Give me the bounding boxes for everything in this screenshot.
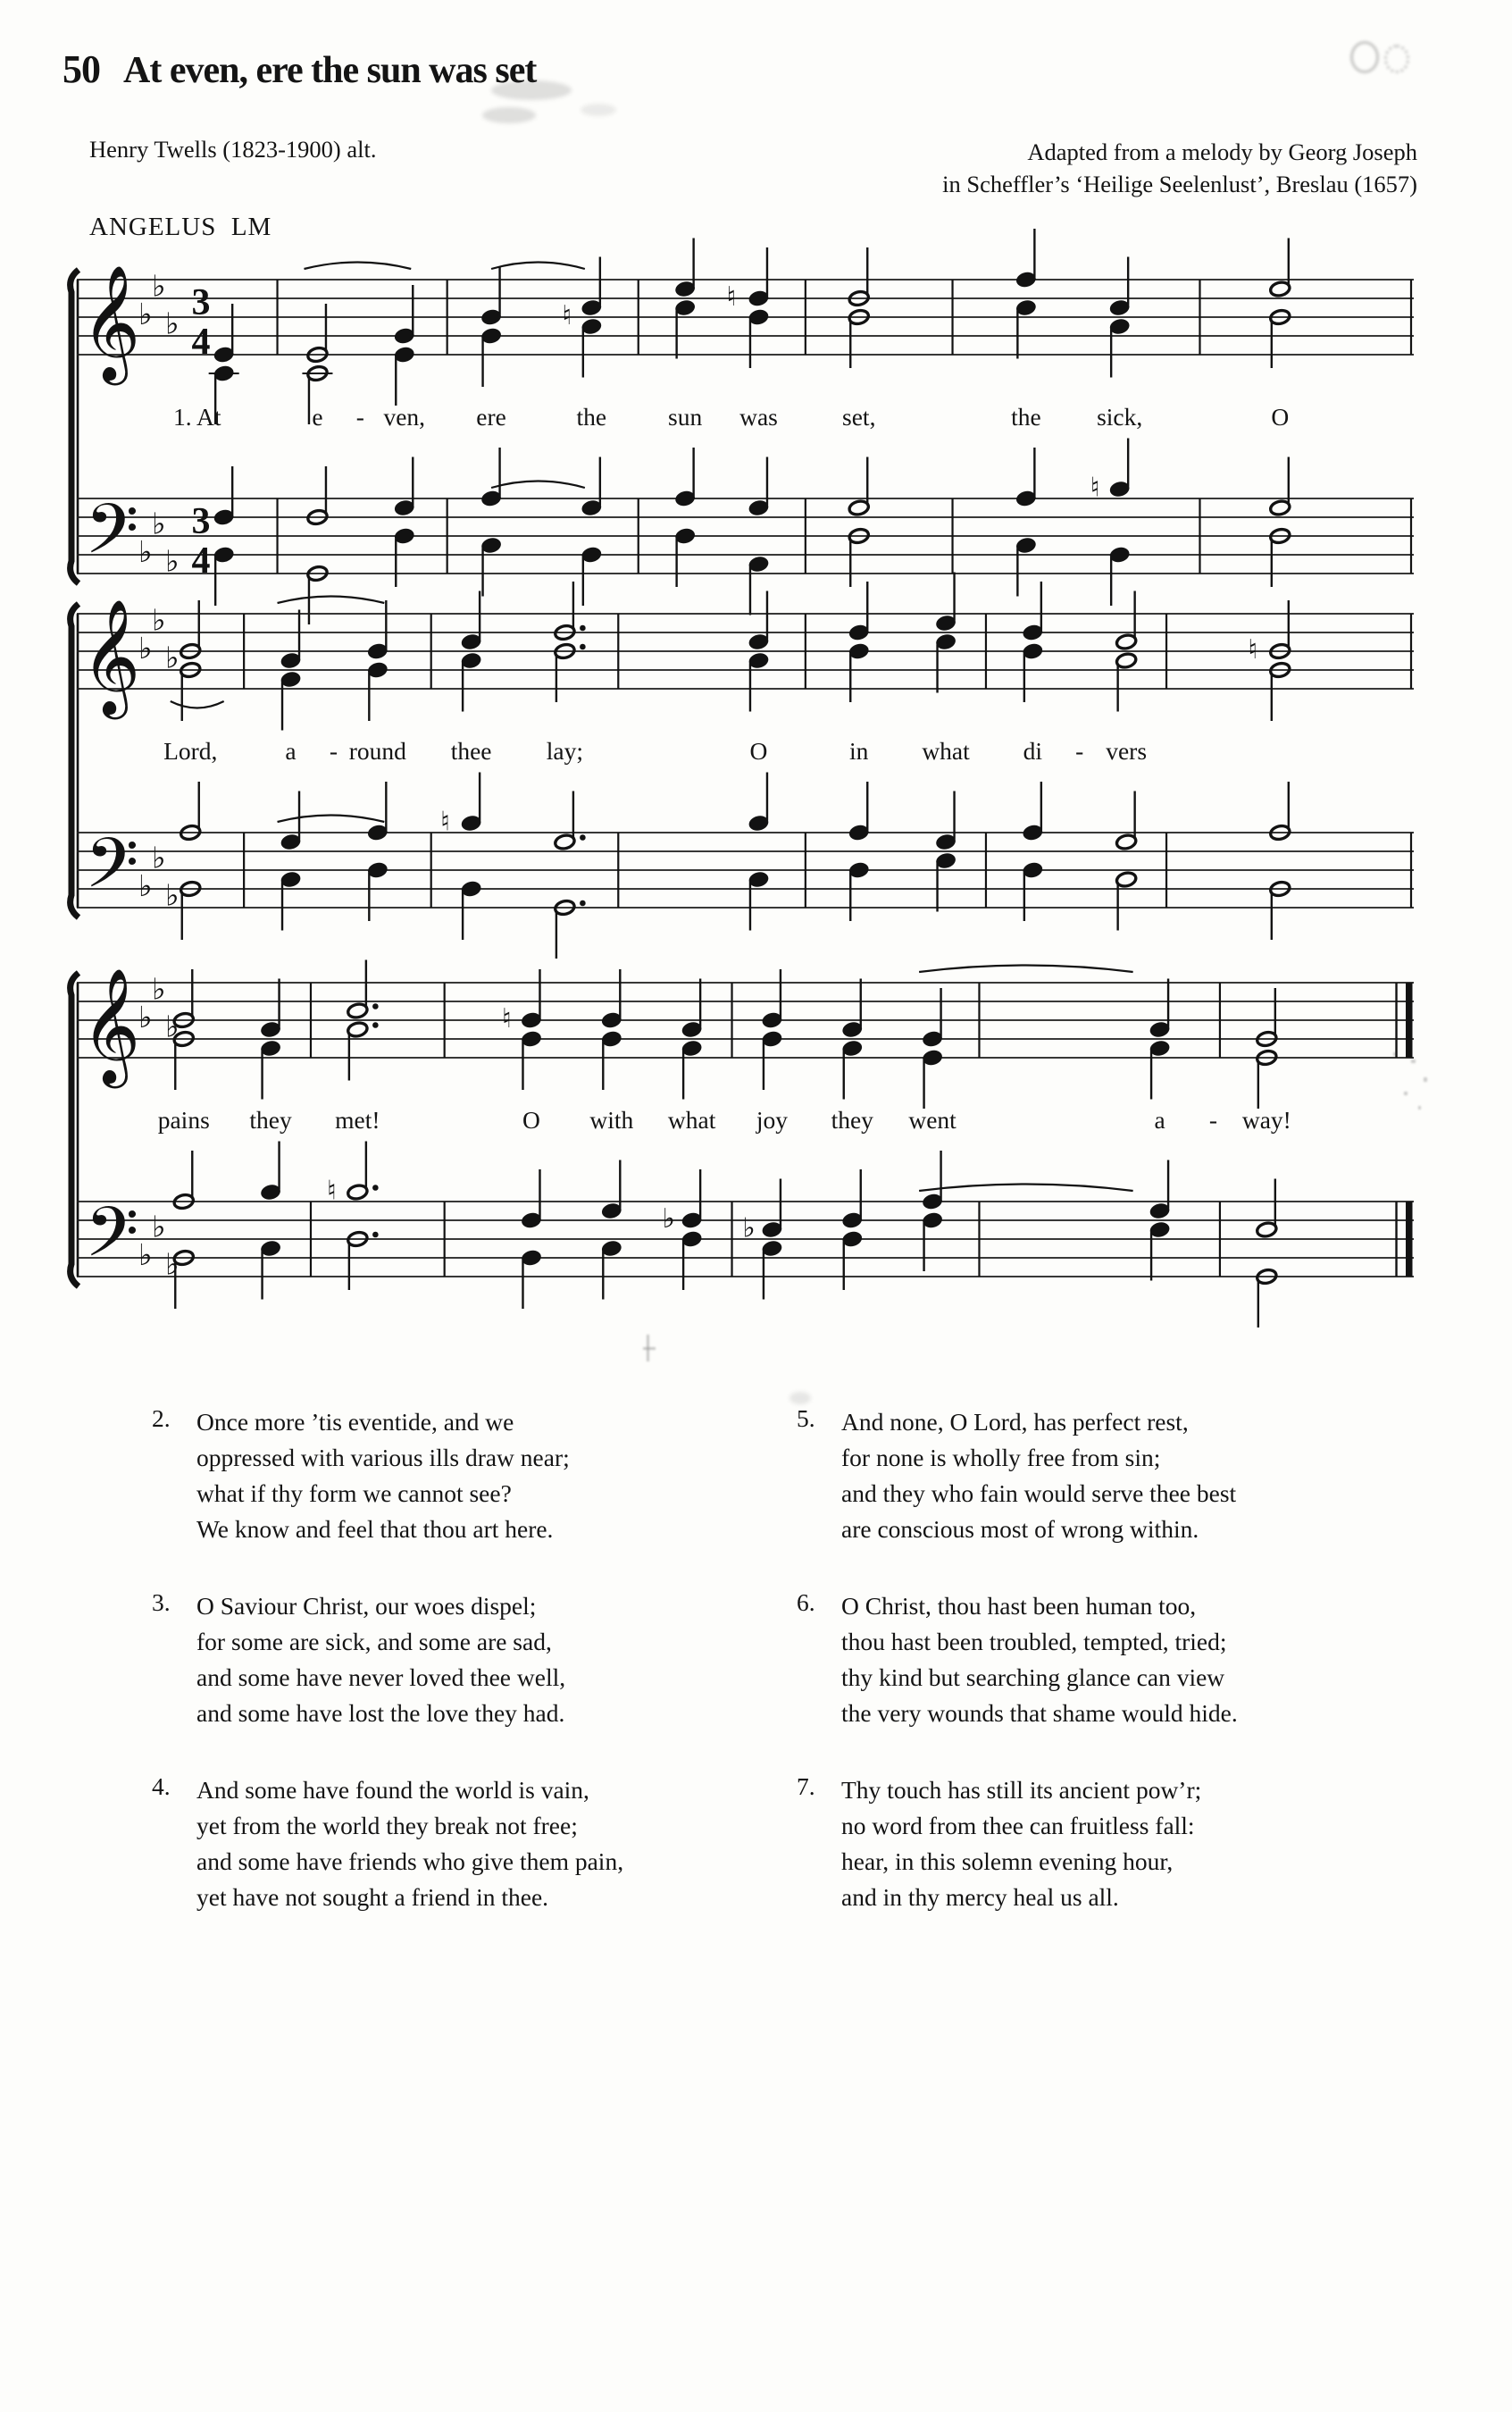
verse-line: and some have friends who give them pain,	[196, 1847, 624, 1875]
augmentation-dot	[372, 1003, 379, 1009]
augmentation-dot	[372, 1232, 379, 1238]
verse-line: yet from the world they break not free;	[196, 1812, 578, 1839]
verse-line: and some have never loved thee well,	[196, 1663, 566, 1691]
accidental: ♭	[742, 1212, 756, 1244]
time-signature-denominator: 4	[191, 540, 211, 582]
verse	[797, 1588, 1404, 1731]
verse-number: 6.	[797, 1588, 815, 1616]
verse	[797, 1404, 1404, 1547]
key-signature-flat: ♭	[138, 1000, 153, 1034]
key-signature-flat: ♭	[152, 602, 166, 638]
lyric-syllable: went	[908, 1106, 956, 1134]
music-system-2	[65, 529, 1423, 949]
lyric-syllable: ere	[476, 403, 506, 431]
lyric-syllable: a	[285, 737, 297, 765]
key-signature-flat: ♭	[165, 1246, 180, 1282]
lyric-syllable: a	[1154, 1106, 1165, 1134]
accidental: ♮	[502, 1003, 512, 1034]
key-signature-flat: ♭	[152, 840, 166, 875]
treble-clef-icon: 𝄞	[81, 967, 141, 1084]
verse-text	[841, 1772, 1201, 1915]
lyric-syllable: pains	[157, 1106, 210, 1134]
verse-line: yet have not sought a friend in thee.	[196, 1883, 549, 1911]
key-signature-flat: ♭	[165, 1009, 180, 1044]
slur	[491, 482, 585, 489]
key-signature-flat: ♭	[165, 543, 180, 579]
verses-column-left	[152, 1404, 723, 1956]
accidental: ♮	[726, 281, 737, 313]
slur	[278, 597, 385, 604]
verse-line: for none is wholly free from sin;	[841, 1444, 1161, 1471]
key-signature-flat: ♭	[138, 631, 153, 666]
accidental: ♮	[1090, 472, 1100, 504]
verse	[152, 1404, 723, 1547]
verse-number: 5.	[797, 1404, 815, 1432]
verse-line: And none, O Lord, has perfect rest,	[841, 1408, 1189, 1436]
source-line-1: Adapted from a melody by Georg Joseph	[1027, 138, 1417, 165]
lyric-syllable: -	[1208, 1106, 1218, 1134]
lyric-syllable: O	[1271, 403, 1290, 431]
augmentation-dot	[372, 1022, 379, 1028]
bass-clef-icon: 𝄢	[85, 1193, 139, 1290]
key-signature-flat: ♭	[152, 268, 166, 304]
lyric-syllable: O	[749, 737, 768, 765]
augmentation-dot	[580, 625, 586, 632]
lyric-syllable: was	[739, 403, 778, 431]
slur	[919, 966, 1133, 973]
lyric-syllable: -	[1075, 737, 1084, 765]
verse-line: Once more ’tis eventide, and we	[196, 1408, 514, 1436]
verse-line: what if thy form we cannot see?	[196, 1479, 512, 1507]
verse-line: no word from thee can fruitless fall:	[841, 1812, 1195, 1839]
treble-clef-icon: 𝄞	[81, 599, 141, 715]
verse-line: And some have found the world is vain,	[196, 1776, 589, 1804]
verse-text	[841, 1588, 1238, 1731]
verse-line: We know and feel that thou art here.	[196, 1515, 554, 1543]
verse-line: O Saviour Christ, our woes dispel;	[196, 1592, 537, 1620]
slur	[919, 1185, 1133, 1192]
accidental: ♮	[1248, 634, 1258, 666]
verse-line: and in thy mercy heal us all.	[841, 1883, 1119, 1911]
verse-line: the very wounds that shame would hide.	[841, 1699, 1238, 1727]
lyric-syllable: way!	[1241, 1106, 1291, 1134]
time-signature-numerator: 3	[191, 282, 211, 323]
lyric-syllable: Lord,	[163, 737, 218, 765]
time-signature-denominator: 4	[191, 322, 211, 363]
verse-text	[841, 1404, 1236, 1547]
verse-line: oppressed with various ills draw near;	[196, 1444, 570, 1471]
lyric-syllable: di	[1023, 737, 1043, 765]
key-signature-flat: ♭	[138, 868, 153, 903]
verse-line: are conscious most of wrong within.	[841, 1515, 1199, 1543]
key-signature-flat: ♭	[138, 534, 153, 569]
source-credit	[942, 136, 1417, 200]
verse-number: 4.	[152, 1772, 171, 1800]
key-signature-flat: ♭	[152, 971, 166, 1007]
accidental: ♭	[662, 1203, 675, 1235]
key-signature-flat: ♭	[138, 297, 153, 331]
lyric-syllable: in	[849, 737, 869, 765]
lyric-syllable: with	[589, 1106, 634, 1134]
accidental: ♮	[326, 1175, 337, 1207]
verse-line: thy kind but searching glance can view	[841, 1663, 1225, 1691]
lyric-syllable: set,	[842, 403, 876, 431]
final-barline-thick	[1406, 1202, 1413, 1277]
verse	[152, 1588, 723, 1731]
scan-artifact	[1345, 34, 1416, 79]
key-signature-flat: ♭	[138, 1237, 153, 1272]
author-credit: Henry Twells (1823-1900) alt.	[89, 136, 377, 163]
verse-line: hear, in this solemn evening hour,	[841, 1847, 1174, 1875]
source-line-2: in Scheffler’s ‘Heilige Seelenlust’, Breslau (1657)	[942, 171, 1417, 197]
lyric-syllable: the	[576, 403, 607, 431]
lyric-syllable: -	[355, 403, 364, 431]
lyric-syllable: round	[348, 737, 406, 765]
lyric-syllable: they	[831, 1106, 873, 1134]
verse-line: thou hast been troubled, tempted, tried;	[841, 1628, 1227, 1655]
lyric-syllable: ven,	[383, 403, 426, 431]
verse-text	[196, 1404, 570, 1547]
key-signature-flat: ♭	[152, 1209, 166, 1244]
verse-line: O Christ, thou hast been human too,	[841, 1592, 1197, 1620]
verse-line: for some are sick, and some are sad,	[196, 1628, 552, 1655]
augmentation-dot	[580, 644, 586, 650]
slur	[304, 263, 411, 270]
lyric-syllable: 1. At	[172, 403, 221, 431]
lyric-syllable: O	[522, 1106, 540, 1134]
verse-line: and they who fain would serve thee best	[841, 1479, 1237, 1507]
lyric-syllable: met!	[335, 1106, 380, 1134]
page-title: At even, ere the sun was set	[123, 50, 537, 91]
lyric-syllable: e	[312, 403, 323, 431]
lyric-syllable: joy	[756, 1106, 789, 1134]
bass-clef-icon: 𝄢	[85, 824, 139, 921]
lyric-syllable: sun	[668, 403, 703, 431]
music-system-3	[65, 898, 1423, 1318]
lyric-syllable: what	[667, 1106, 716, 1134]
lyric-syllable: the	[1011, 403, 1041, 431]
augmentation-dot	[372, 1185, 379, 1191]
slur	[491, 263, 585, 270]
verse-text	[196, 1588, 565, 1731]
final-barline-thick	[1406, 983, 1413, 1058]
lyric-syllable: -	[329, 737, 338, 765]
slur	[171, 701, 224, 708]
verse-number: 7.	[797, 1772, 815, 1800]
verse-line: and some have lost the love they had.	[196, 1699, 565, 1727]
accidental: ♮	[440, 806, 450, 838]
verse-line: Thy touch has still its ancient pow’r;	[841, 1776, 1202, 1804]
lyric-syllable: they	[249, 1106, 292, 1134]
time-signature-numerator: 3	[191, 501, 211, 542]
verses-column-right	[797, 1404, 1404, 1956]
key-signature-flat: ♭	[165, 640, 180, 675]
key-signature-flat: ♭	[165, 306, 180, 341]
augmentation-dot	[580, 834, 586, 841]
title-row	[63, 46, 536, 92]
verse-text	[196, 1772, 623, 1915]
verse-number: 2.	[152, 1404, 171, 1432]
lyric-syllable: what	[922, 737, 970, 765]
lyric-syllable: sick,	[1097, 403, 1143, 431]
key-signature-flat: ♭	[152, 506, 166, 541]
lyric-syllable: vers	[1106, 737, 1148, 765]
lyric-syllable: lay;	[546, 737, 584, 765]
lyric-syllable: thee	[450, 737, 492, 765]
verse	[152, 1772, 723, 1915]
slur	[278, 816, 385, 823]
treble-clef-icon: 𝄞	[81, 264, 141, 381]
accidental: ♮	[562, 300, 572, 331]
verse-number: 3.	[152, 1588, 171, 1616]
hymn-number: 50	[63, 47, 100, 91]
tune-name: ANGELUS LM	[89, 213, 272, 241]
bass-clef-icon: 𝄢	[85, 490, 139, 587]
key-signature-flat: ♭	[165, 877, 180, 913]
verse	[797, 1772, 1404, 1915]
